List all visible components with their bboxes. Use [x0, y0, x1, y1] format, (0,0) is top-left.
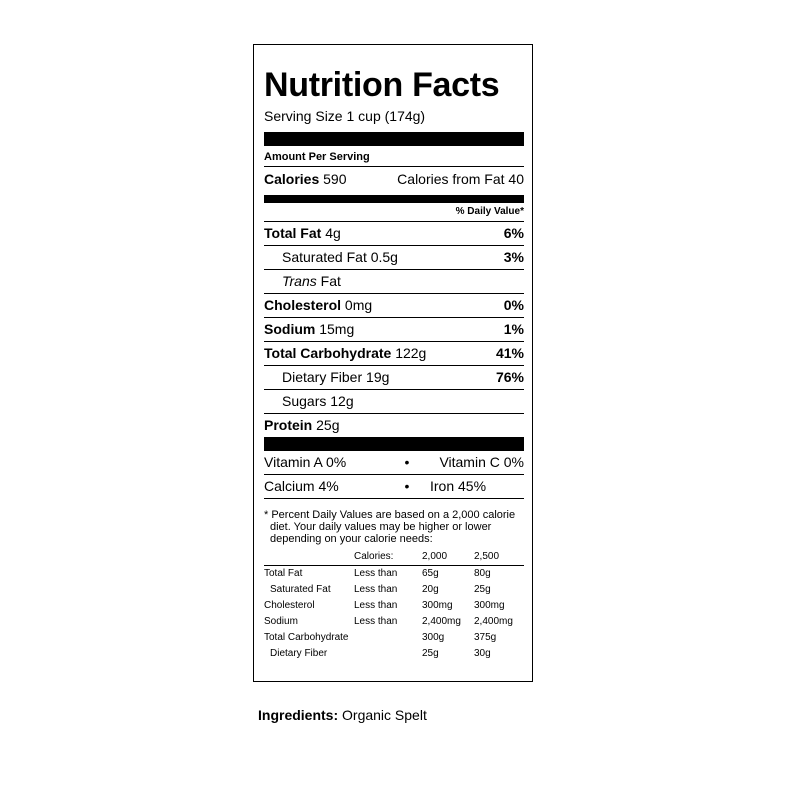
table-cell-v1: 300mg [422, 600, 453, 611]
calories-value: 590 [323, 171, 347, 187]
dietary-fiber-row [264, 366, 524, 389]
nutrient-dv: 41% [495, 345, 524, 361]
table-cell-name: Total Fat [264, 566, 354, 583]
sodium-row [264, 318, 524, 341]
table-header-2000: 2,000 [422, 551, 448, 562]
trans-italic: Trans [282, 273, 317, 289]
nutrition-facts-label [253, 44, 533, 682]
nutrient-name: Total Fat [264, 225, 322, 241]
table-cell-v2: 2,400mg [474, 616, 513, 627]
table-cell-limit: Less than [354, 616, 398, 627]
ingredients-value: Organic Spelt [342, 707, 427, 723]
table-cell-name: Cholesterol [264, 600, 315, 611]
bullet: • [404, 478, 410, 494]
table-cell-v1: 300g [422, 632, 445, 643]
nutrient-amount: 25g [316, 417, 340, 433]
nutrient-name: Sugars [282, 393, 327, 409]
medium-divider [264, 195, 524, 203]
iron: Iron 45% [430, 478, 487, 494]
table-header-calories: Calories: [354, 551, 394, 562]
table-row [264, 614, 524, 630]
total-fat-row [264, 222, 524, 245]
label-title: Nutrition Facts [264, 66, 500, 104]
nutrient-name: Cholesterol [264, 297, 342, 313]
table-header-empty [264, 549, 354, 566]
nutrient-amount: 0.5g [370, 249, 398, 265]
bullet: • [404, 454, 410, 470]
table-cell-name: Dietary Fiber [270, 648, 328, 659]
calories-row [264, 167, 524, 192]
table-cell-limit: Less than [354, 566, 422, 583]
table-cell-v2: 375g [474, 632, 497, 643]
serving-size: Serving Size 1 cup (174g) [264, 108, 426, 124]
ingredients-label: Ingredients: [258, 707, 339, 723]
table-header-row [264, 549, 524, 566]
nutrient-dv: 6% [503, 225, 524, 241]
footnote [264, 509, 524, 545]
table-row [264, 646, 524, 662]
vitamin-c: Vitamin C 0% [439, 454, 524, 470]
ingredients-line [258, 705, 427, 725]
nutrient-dv: 3% [503, 249, 524, 265]
table-cell-name: Total Carbohydrate [264, 632, 349, 643]
table-cell-limit: Less than [354, 600, 398, 611]
divider [264, 498, 524, 499]
table-row [264, 598, 524, 614]
table-cell-v1: 65g [422, 566, 474, 583]
trans-fat-row [264, 270, 524, 293]
nutrient-amount: 122g [395, 345, 427, 361]
footnote-line-2: diet. Your daily values may be higher or lower [270, 521, 492, 533]
nutrient-name: Protein [264, 417, 313, 433]
table-cell-v1: 2,400mg [422, 616, 461, 627]
nutrient-amount: 4g [325, 225, 341, 241]
table-cell-v2: 30g [474, 648, 491, 659]
total-carbohydrate-row [264, 342, 524, 365]
vitamin-a: Vitamin A 0% [264, 454, 347, 470]
calories-from-fat: Calories from Fat 40 [397, 171, 524, 187]
nutrient-amount: 19g [366, 369, 390, 385]
protein-row [264, 414, 524, 437]
footnote-line-1: * Percent Daily Values are based on a 2,000 calorie [264, 509, 516, 521]
table-cell-v1: 20g [422, 584, 439, 595]
calories-label: Calories [264, 171, 320, 187]
table-cell-v2: 300mg [474, 600, 505, 611]
table-row [264, 566, 524, 583]
sugars-row [264, 390, 524, 413]
table-cell-v2: 25g [474, 584, 491, 595]
trans-rest: Fat [320, 273, 341, 289]
calories-text [264, 167, 347, 192]
table-cell-name: Sodium [264, 616, 298, 627]
saturated-fat-row [264, 246, 524, 269]
nutrient-dv: 1% [503, 321, 524, 337]
cholesterol-row [264, 294, 524, 317]
nutrient-amount: 0mg [344, 297, 373, 313]
nutrient-dv: 0% [503, 297, 524, 313]
table-header-2500: 2,500 [474, 551, 500, 562]
nutrient-amount: 12g [330, 393, 354, 409]
footnote-line-3: depending on your calorie needs: [270, 533, 433, 545]
table-cell-name: Saturated Fat [270, 584, 331, 595]
nutrient-name: Dietary Fiber [282, 369, 363, 385]
nutrient-name: Sodium [264, 321, 316, 337]
nutrient-amount: 15mg [319, 321, 355, 337]
calcium: Calcium 4% [264, 478, 339, 494]
table-cell-v2: 80g [474, 566, 524, 583]
table-row [264, 630, 524, 646]
table-row [264, 582, 524, 598]
nutrient-dv: 76% [495, 369, 524, 385]
nutrient-name: Total Carbohydrate [264, 345, 392, 361]
thick-divider [264, 437, 524, 451]
thick-divider [264, 132, 524, 146]
vitamin-row-2 [264, 475, 524, 498]
table-cell-limit: Less than [354, 584, 398, 595]
amount-per-serving: Amount Per Serving [264, 151, 370, 163]
table-cell-v1: 25g [422, 648, 439, 659]
daily-values-table [264, 549, 524, 662]
vitamin-row-1 [264, 451, 524, 474]
daily-value-header: % Daily Value* [455, 206, 524, 217]
nutrient-name: Saturated Fat [282, 249, 367, 265]
